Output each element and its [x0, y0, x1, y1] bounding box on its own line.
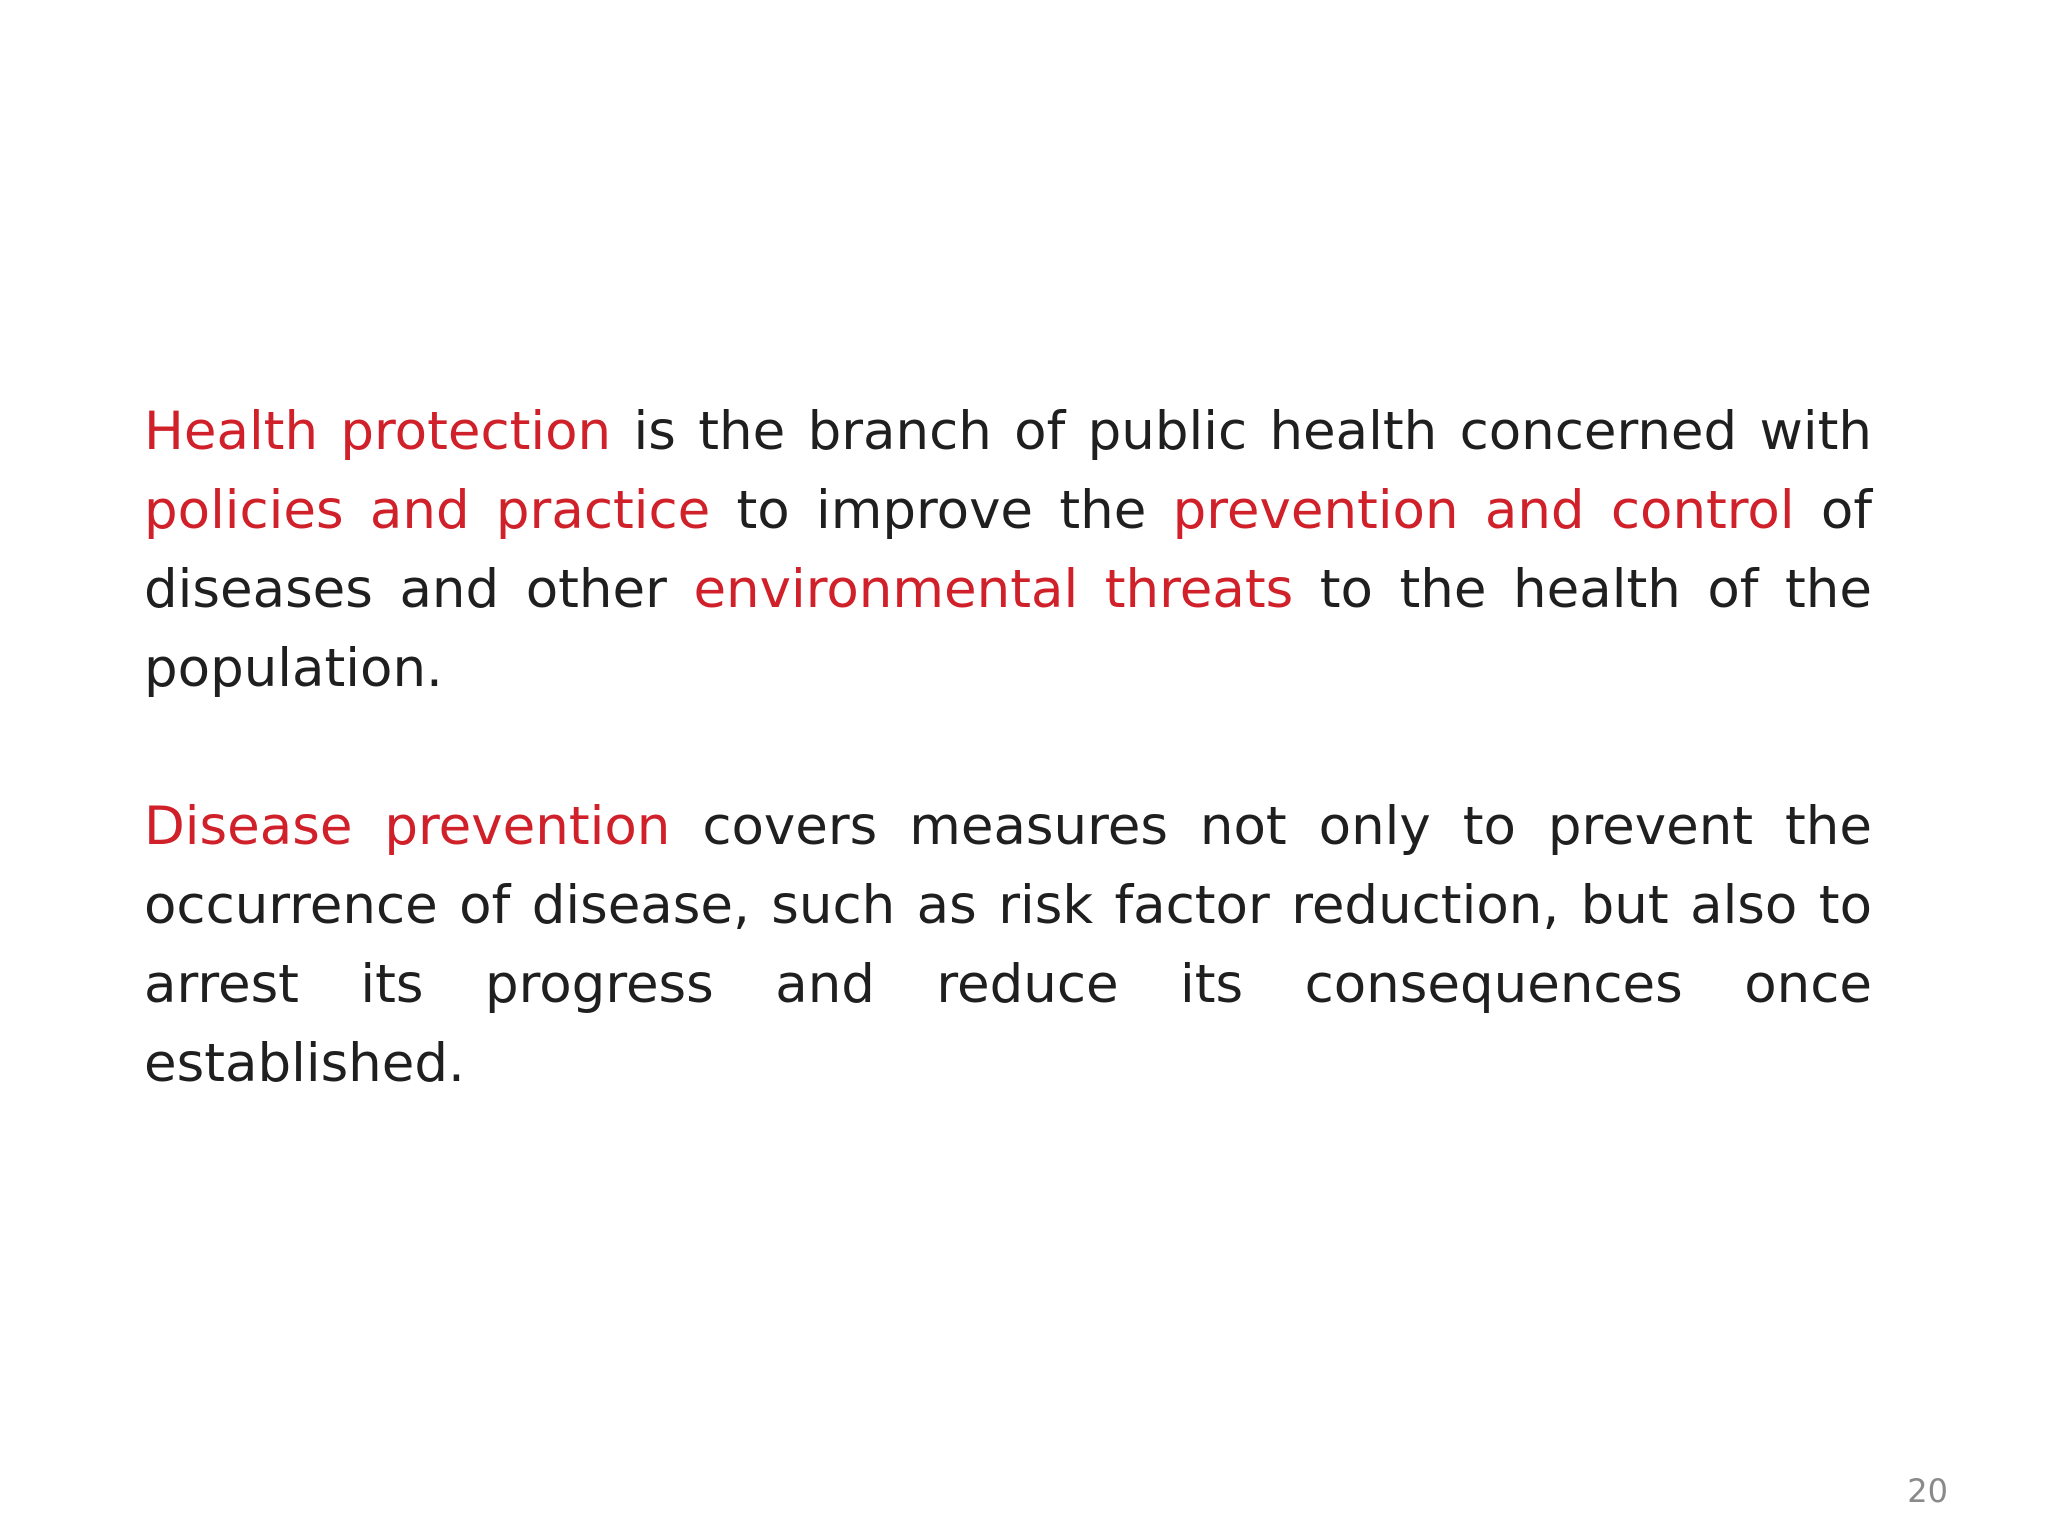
paragraph-disease-prevention [144, 787, 1872, 1103]
paragraph-text: covers measures not only to prevent the occurrence of disease, such as risk factor reduction, but also to arrest its progress and reduce its consequences once established. [144, 796, 1873, 1094]
paragraph-text: of diseases and other [144, 480, 1872, 620]
term-environmental-threats: environmental threats [693, 559, 1294, 620]
term-policies-and-practice: policies and practice [144, 480, 711, 541]
page-number: 20 [1907, 1472, 1948, 1510]
slide-body [144, 392, 1872, 1103]
term-disease-prevention: Disease prevention [144, 796, 671, 857]
paragraph-text: to improve the [710, 480, 1173, 541]
term-prevention-and-control: prevention and control [1172, 480, 1795, 541]
paragraph-text: is the branch of public health concerned with [611, 401, 1872, 462]
paragraph-text: to the health of the population. [144, 559, 1872, 699]
term-health-protection: Health protection [144, 401, 612, 462]
paragraph-health-protection [144, 392, 1872, 708]
